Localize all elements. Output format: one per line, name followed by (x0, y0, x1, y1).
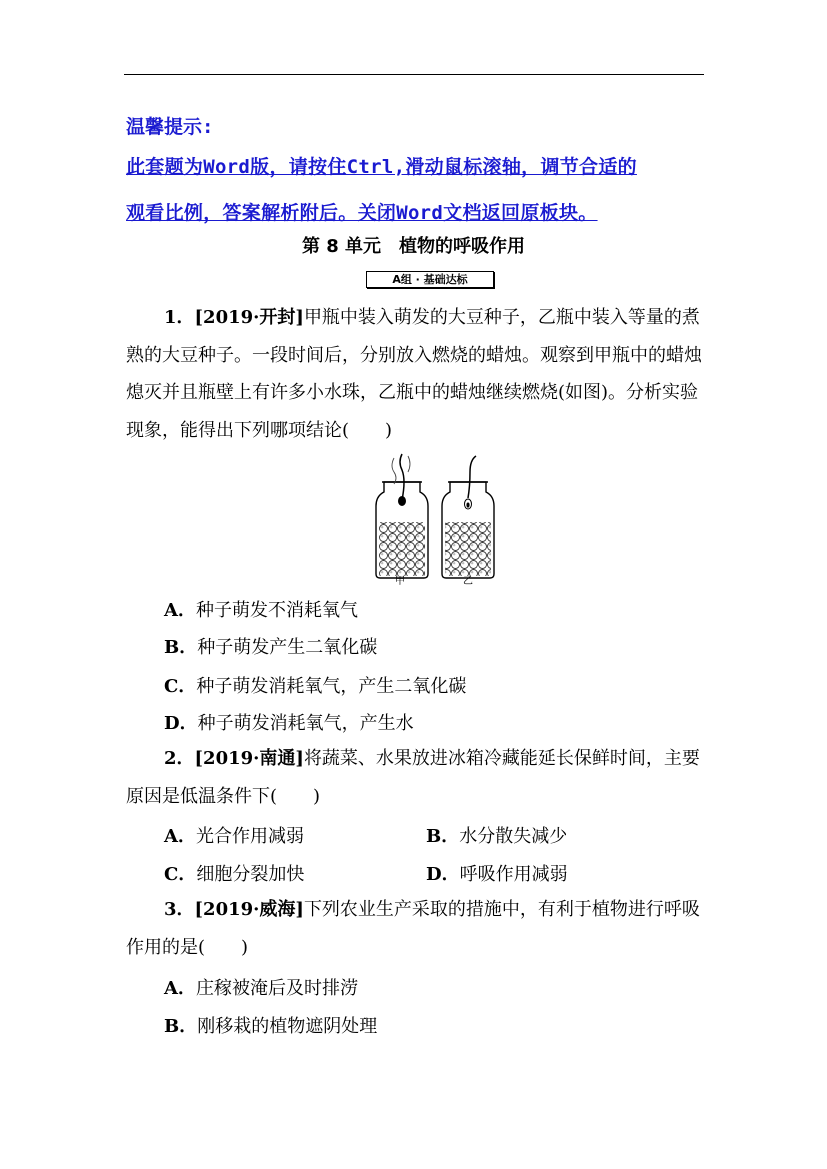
option-text: 水分散失减少 (459, 826, 568, 847)
option-label: B． (164, 1016, 198, 1037)
option-text: 刚移栽的植物遮阴处理 (197, 1016, 378, 1037)
question-3 (126, 891, 704, 966)
unit-title: 第 8 单元 植物的呼吸作用 (301, 236, 526, 257)
tip-line-1: 此套题为Word版，请按住Ctrl,滑动鼠标滚轴，调节合适的 (126, 156, 637, 178)
tip-line-2: 观看比例，答案解析附后。关闭Word文档返回原板块。 (126, 202, 598, 224)
question-2 (126, 740, 704, 815)
option-label: B． (164, 637, 198, 658)
option-label: D． (164, 713, 198, 734)
question-number: 1． (164, 307, 195, 328)
option-label: A． (164, 978, 196, 999)
question-1 (126, 299, 704, 449)
option-text: 种子萌发消耗氧气，产生二氧化碳 (196, 676, 467, 697)
question-source: [2019·威海] (194, 899, 304, 920)
option-text: 光合作用减弱 (195, 826, 304, 847)
group-badge: A组 · 基础达标 (366, 271, 494, 288)
figure-label-a: 甲 (395, 576, 405, 587)
option-label: D． (426, 864, 460, 885)
tip-title: 温馨提示: (126, 116, 214, 138)
jars-illustration (370, 452, 500, 588)
question-number: 2． (164, 748, 195, 769)
option-label: A． (164, 600, 196, 621)
jar-a (376, 454, 428, 578)
q1-option-b (164, 633, 377, 659)
question-text: 下列农业生产采取的措施中，有利于植物进行呼吸作用的是( ) (126, 899, 700, 958)
question-text: 将蔬菜、水果放进冰箱冷藏能延长保鲜时间，主要原因是低温条件下( ) (126, 748, 700, 807)
option-label: C． (164, 676, 197, 697)
jar-b (442, 456, 494, 578)
q1-option-d (164, 709, 414, 735)
option-text: 庄稼被淹后及时排涝 (195, 978, 358, 999)
q2-option-b (426, 822, 567, 848)
option-label: A． (164, 826, 196, 847)
option-text: 细胞分裂加快 (196, 864, 305, 885)
figure-label-b: 乙 (463, 576, 473, 587)
option-text: 种子萌发不消耗氧气 (195, 600, 358, 621)
option-text: 种子萌发消耗氧气，产生水 (197, 713, 414, 734)
q2-option-d (426, 860, 568, 886)
option-text: 种子萌发产生二氧化碳 (197, 637, 378, 658)
question-source: [2019·开封] (194, 307, 304, 328)
q2-option-c (164, 860, 304, 886)
q2-option-a (164, 822, 304, 848)
header-rule (124, 74, 704, 75)
option-label: C． (164, 864, 197, 885)
q3-option-a (164, 974, 358, 1000)
option-label: B． (426, 826, 460, 847)
experiment-figure (370, 452, 500, 588)
question-number: 3． (164, 899, 195, 920)
q1-option-c (164, 672, 466, 698)
question-source: [2019·南通] (194, 748, 304, 769)
q1-option-a (164, 596, 358, 622)
option-text: 呼吸作用减弱 (459, 864, 568, 885)
q3-option-b (164, 1012, 377, 1038)
question-text: 甲瓶中装入萌发的大豆种子，乙瓶中装入等量的煮熟的大豆种子。一段时间后，分别放入燃烧的蜡烛。观察到甲瓶中的蜡烛熄灭并且瓶壁上有许多小水珠，乙瓶中的蜡烛继续燃烧(如图)。分析实验现象，能得出下列哪项结论( ) (126, 307, 702, 441)
